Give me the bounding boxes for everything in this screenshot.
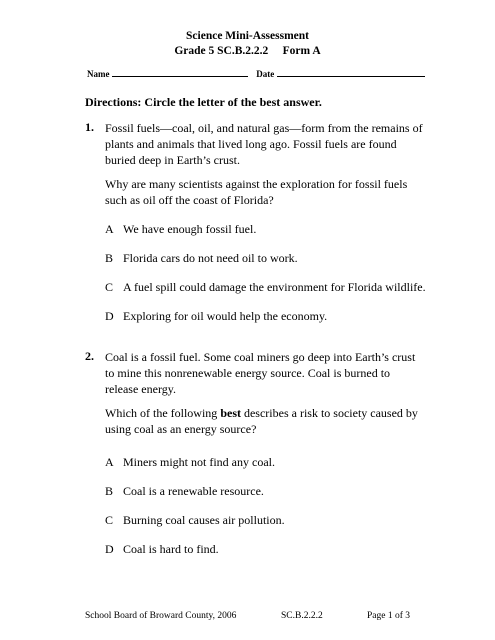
question-1-prompt: Why are many scientists against the exploration for fossil fuels such as oil off the coast of Florida? [105,177,408,207]
option-text: A fuel spill could damage the environment for Florida wildlife. [123,280,426,294]
question-1-option-a[interactable] [105,222,256,237]
page-title: Science Mini-Assessment [186,30,309,42]
question-1-option-d[interactable] [105,309,327,324]
option-letter: D [105,542,114,556]
option-text: Miners might not find any coal. [123,455,275,469]
question-1-number: 1. [85,120,94,134]
option-text: Exploring for oil would help the economy. [123,309,328,323]
question-1-option-b[interactable] [105,251,298,266]
directions: Directions: Circle the letter of the best answer. [85,95,322,109]
question-2-option-b[interactable] [105,484,264,499]
question-2-option-d[interactable] [105,542,219,557]
name-date-line [87,68,425,79]
footer-standard: SC.B.2.2.2 [281,611,323,621]
prompt-text-before: Which of the following [105,406,221,420]
question-2-passage: Coal is a fossil fuel. Some coal miners go deep into Earth’s crust to mine this nonrenewable energy source. Coal is burned to release energy. [105,350,416,396]
option-letter: C [105,280,114,294]
option-letter: D [105,309,114,323]
option-text: Coal is a renewable resource. [123,484,264,498]
option-text: We have enough fossil fuel. [123,222,257,236]
question-1-passage: Fossil fuels—coal, oil, and natural gas—form from the remains of plants and animals that lived long ago. Fossil fuels are found buried deep in Earth’s crust. [105,121,423,167]
option-letter: B [105,251,114,265]
page-subtitle: Grade 5 SC.B.2.2.2 Form A [174,45,321,57]
prompt-emphasis: best [220,406,241,420]
name-field[interactable] [112,68,248,77]
option-letter: A [105,222,114,236]
footer-page-number: Page 1 of 3 [367,611,411,621]
date-field[interactable] [277,68,425,77]
option-text: Burning coal causes air pollution. [123,513,285,527]
prompt-text-after: describes a risk to society caused by using coal as an energy source? [105,406,418,436]
option-text: Florida cars do not need oil to work. [123,251,298,265]
question-2-option-c[interactable] [105,513,285,528]
footer-copyright: School Board of Broward County, 2006 [85,611,237,621]
option-letter: B [105,484,114,498]
date-label: Date [256,69,275,79]
question-2-number: 2. [85,349,94,363]
name-label: Name [87,69,110,79]
question-2-prompt [105,405,425,437]
option-letter: C [105,513,114,527]
option-text: Coal is hard to find. [123,542,219,556]
option-letter: A [105,455,114,469]
question-2-option-a[interactable] [105,455,275,470]
question-1-option-c[interactable] [105,280,426,295]
